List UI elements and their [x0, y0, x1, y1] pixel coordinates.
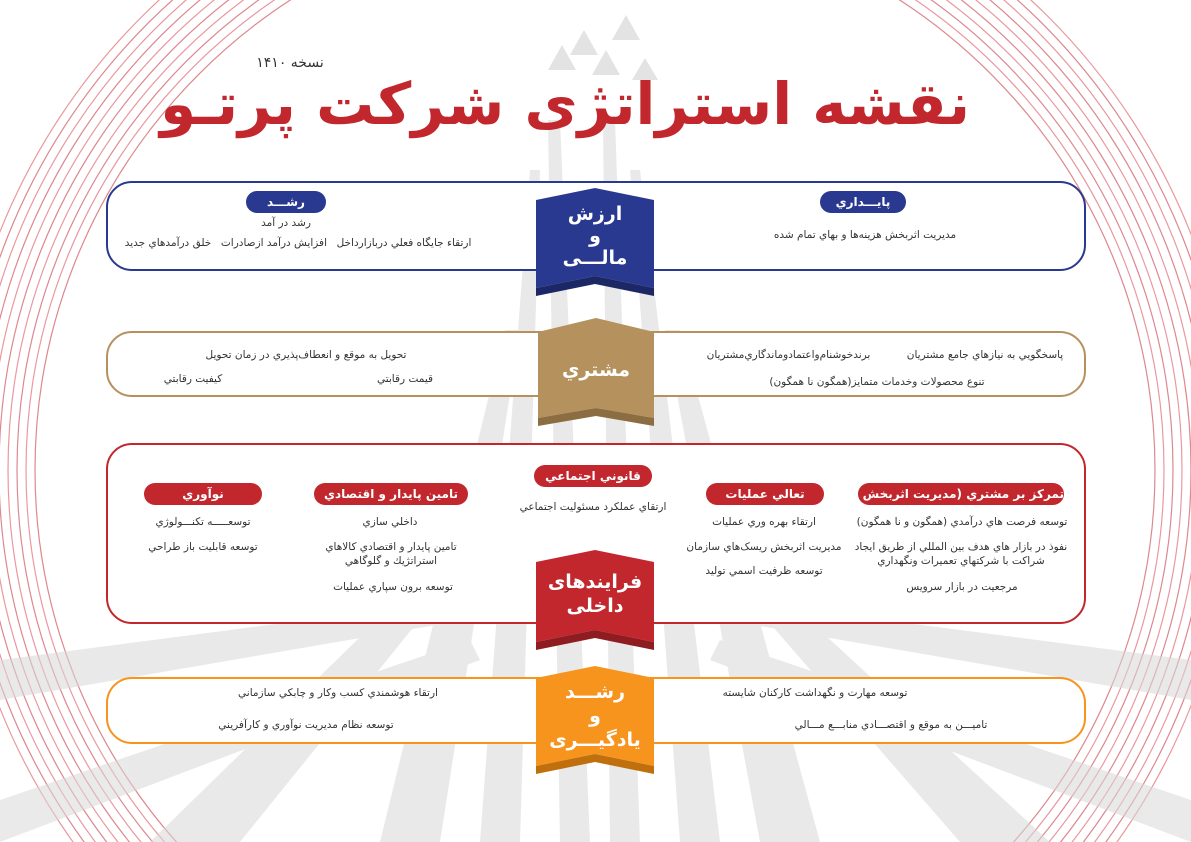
growth-item: افزايش درآمد ازصادرات	[220, 237, 327, 249]
internal-badge-line: فرايندهای	[547, 571, 643, 593]
internal-item: داخلي سازي	[362, 516, 418, 528]
stability-heading: پايـــداري	[820, 191, 906, 213]
internal-item: ارتقاء بهره وري عمليات	[712, 516, 816, 528]
learning-badge-line: رشـــد	[564, 681, 626, 703]
growth-item: خلق درآمدهاي جديد	[124, 237, 212, 249]
customer-badge-line: مشتري	[561, 359, 631, 381]
internal-badge-line: داخلی	[566, 595, 624, 617]
learning-item: تاميـــن به موقع و اقتصـــادي منابـــع مـــالي	[794, 719, 988, 731]
learning-badge-line: و	[589, 705, 601, 727]
financial-badge-line: مالـــی	[562, 247, 628, 269]
customer-item: كيفيت رقابتي	[163, 373, 223, 385]
group-heading: تعالي عمليات	[706, 483, 824, 505]
customer-item: قيمت رقابتي	[376, 373, 434, 385]
financial-badge-line: و	[589, 225, 601, 247]
internal-badge	[536, 550, 654, 654]
internal-item: توسعه برون سپاري عمليات	[333, 581, 453, 593]
growth-item: رشد در آمد	[261, 217, 311, 229]
customer-badge	[538, 318, 654, 430]
customer-item: تحويل به موقع و انعطاف‌پذيري در زمان تحويل	[205, 349, 407, 361]
group-heading: قانوني اجتماعي	[534, 465, 652, 487]
learning-item: ارتقاء هوشمندي كسب وكار و چابكي سازماني	[238, 687, 438, 699]
internal-item: مديريت اثربخش ريسک‌هاي سازمان	[686, 541, 842, 553]
internal-item: ارتقاي عملكرد مسئوليت اجتماعي	[519, 501, 667, 513]
group-heading: تامين پايدار و اقتصادي	[314, 483, 468, 505]
version-label: نسخه ۱۴۱۰	[256, 55, 324, 71]
internal-item: توسعـــــه تكنـــولوژي	[155, 516, 251, 528]
learning-badge-line: يادگيـــری	[549, 729, 641, 751]
customer-item: پاسخگويي به نيازهاي جامع مشتريان	[906, 349, 1064, 361]
learning-item: توسعه مهارت و نگهداشت كاركنان شايسته	[722, 687, 908, 699]
arrow-head	[570, 30, 598, 55]
learning-badge	[536, 666, 654, 778]
group-heading: نوآوري	[144, 483, 262, 505]
internal-item: توسعه فرصت هاي درآمدي (همگون و نا همگون)	[856, 516, 1068, 528]
customer-item: تنوع محصولات وخدمات متمايز(همگون نا همگون)	[769, 376, 985, 388]
arrow-head	[548, 45, 576, 70]
financial-badge-line: ارزش	[567, 203, 623, 225]
arrow-head	[612, 15, 640, 40]
internal-item: توسعه قابليت باز طراحي	[148, 541, 258, 553]
page-title: نقشه استراتژی شرکت پرتـو	[160, 70, 970, 138]
learning-item: توسعه نظام مديريت نوآوري و كارآفريني	[218, 719, 394, 731]
internal-item: تامين پايدار و اقتصادي كالاهاي استراتژيك و گلوگاهي	[325, 541, 457, 567]
financial-badge	[536, 188, 654, 300]
internal-item: توسعه ظرفيت اسمي توليد	[705, 565, 823, 577]
growth-heading: رشـــد	[246, 191, 326, 213]
customer-item: برندخوشنام‌واعتمادو‌ماندگاري‌مشتريان	[706, 349, 871, 361]
group-heading: تمركز بر مشتري (مديريت اثربخش بازار)	[858, 483, 1064, 505]
internal-item: نفوذ در بازار هاي هدف بين المللي از طريق ايجاد شراكت با شركتهاي تعميرات ونگهداري	[854, 541, 1068, 567]
growth-item: ارتقاء جايگاه فعلي دربازارداخل	[336, 237, 472, 249]
stability-item: مديريت اثربخش هزينه‌ها و بهاي تمام شده	[773, 229, 957, 241]
internal-item: مرجعيت در بازار سرويس	[906, 581, 1018, 593]
